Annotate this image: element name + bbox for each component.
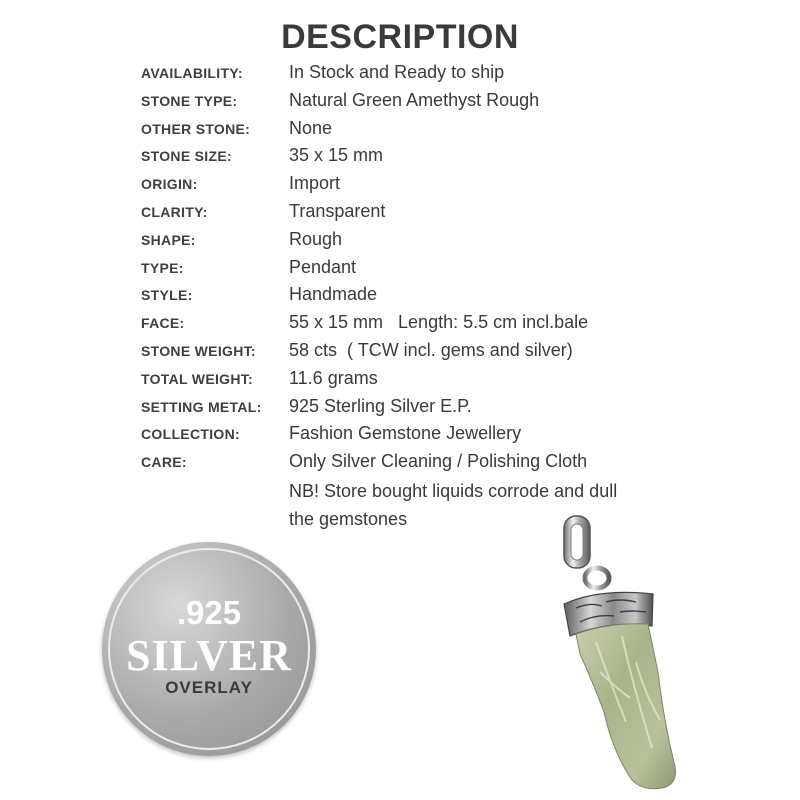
spec-value: 35 x 15 mm <box>289 145 384 166</box>
spec-value: Natural Green Amethyst Rough <box>289 89 540 110</box>
spec-value: Import <box>289 173 341 194</box>
spec-row-clarity <box>141 201 781 229</box>
care-note-line: the gemstones <box>289 509 408 529</box>
spec-row-shape <box>141 229 781 257</box>
spec-label: STONE TYPE: <box>141 92 238 109</box>
spec-value: None <box>289 117 333 138</box>
spec-row-other-stone <box>141 118 781 146</box>
spec-value: 58 cts ( TCW incl. gems and silver) <box>289 339 573 360</box>
spec-list <box>141 62 781 479</box>
spec-value: 11.6 grams <box>289 367 378 388</box>
silver-overlay-badge <box>102 542 316 756</box>
badge-silver-text: SILVER <box>126 631 292 680</box>
spec-label: STYLE: <box>141 287 193 304</box>
spec-label: OTHER STONE: <box>141 120 251 137</box>
spec-row-origin <box>141 173 781 201</box>
spec-label: TYPE: <box>141 259 184 276</box>
badge-overlay-text: OVERLAY <box>165 678 253 697</box>
spec-label: FACE: <box>141 315 185 332</box>
spec-label: STONE WEIGHT: <box>141 342 256 359</box>
spec-label: CLARITY: <box>141 203 208 220</box>
spec-row-care <box>141 451 781 479</box>
spec-row-style <box>141 284 781 312</box>
spec-value: Transparent <box>289 200 386 221</box>
spec-row-type <box>141 257 781 285</box>
spec-row-stone-type <box>141 90 781 118</box>
spec-row-stone-weight <box>141 340 781 368</box>
spec-value: Rough <box>289 228 343 249</box>
spec-value: Fashion Gemstone Jewellery <box>289 423 522 444</box>
spec-row-total-weight <box>141 368 781 396</box>
bale-hole <box>571 524 583 560</box>
spec-label: CARE: <box>141 454 187 471</box>
spec-label: SETTING METAL: <box>141 398 262 415</box>
spec-value: Only Silver Cleaning / Polishing Cloth <box>289 451 588 472</box>
spec-row-stone-size <box>141 145 781 173</box>
spec-value: In Stock and Ready to ship <box>289 62 505 82</box>
care-note-line: NB! Store bought liquids corrode and dull <box>289 481 618 501</box>
spec-label: COLLECTION: <box>141 426 240 443</box>
spec-row-face <box>141 312 781 340</box>
spec-label: TOTAL WEIGHT: <box>141 370 254 387</box>
spec-value: Pendant <box>289 256 357 277</box>
page-title: DESCRIPTION <box>281 18 519 56</box>
spec-value: 55 x 15 mm Length: 5.5 cm incl.bale <box>289 312 589 333</box>
spec-label: ORIGIN: <box>141 176 198 193</box>
spec-label: STONE SIZE: <box>141 148 232 165</box>
spec-row-availability <box>141 62 781 90</box>
jump-ring <box>585 568 609 588</box>
spec-label: AVAILABILITY: <box>141 65 243 81</box>
spec-value: 925 Sterling Silver E.P. <box>289 395 472 416</box>
badge-purity-text: .925 <box>176 594 242 631</box>
spec-row-setting-metal <box>141 396 781 424</box>
spec-value: Handmade <box>289 284 378 305</box>
spec-row-collection <box>141 423 781 451</box>
spec-label: SHAPE: <box>141 231 196 248</box>
pendant-image <box>540 512 700 794</box>
